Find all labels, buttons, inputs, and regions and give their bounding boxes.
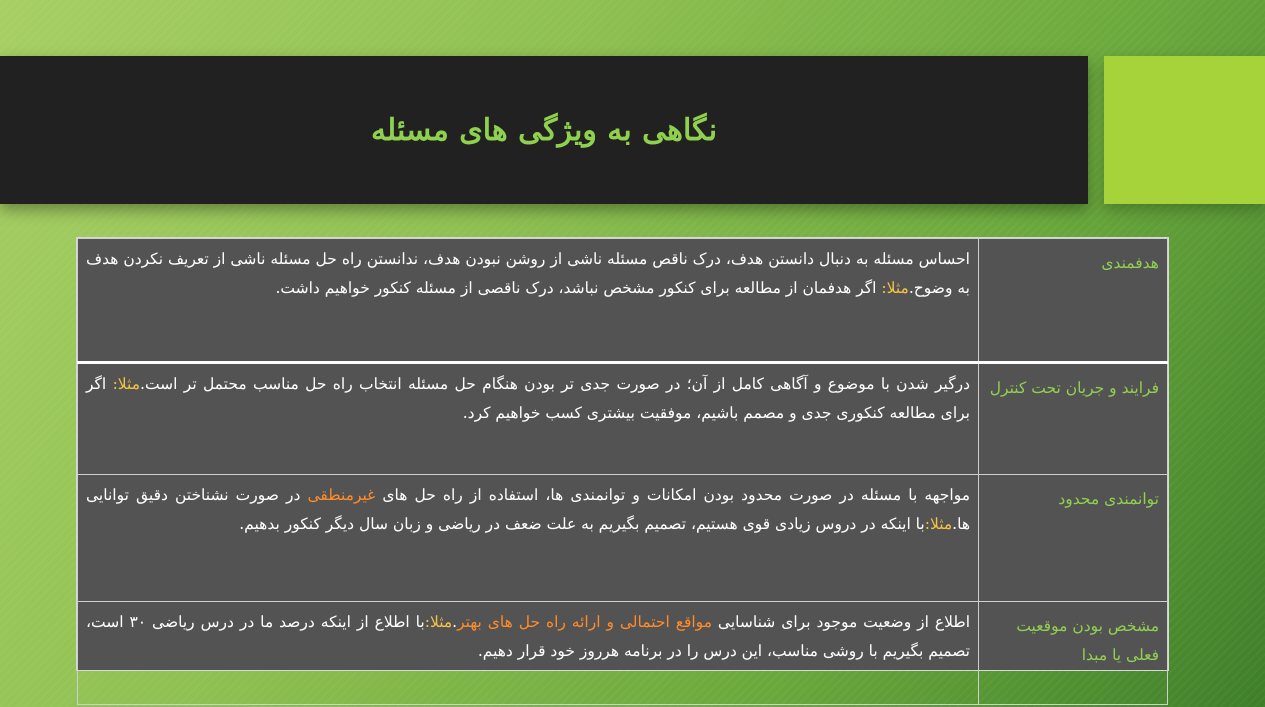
accent-square (1104, 56, 1265, 204)
features-table (76, 237, 1169, 671)
description-text-cont: در صورت نشناختن دقیق توانایی ها. (86, 486, 970, 533)
row-label-process: فرایند و جریان تحت کنترل (979, 363, 1168, 475)
example-text: با اطلاع از اینکه درصد ما در درس ریاضی ۳۰ است، تصمیم بگیریم با روشی مناسب، این درس را در برنامه هرروز خود قرار دهیم. (86, 613, 970, 660)
row-description (78, 602, 979, 705)
highlight-text: غیرمنطقی (307, 486, 376, 504)
example-text: اگر هدفمان از مطالعه برای کنکور مشخص نباشد، درک ناقصی از مسئله کنکور خواهیم داشت. (275, 279, 882, 297)
example-label: مثلا: (924, 515, 953, 533)
description-text: اطلاع از وضعیت موجود برای شناسایی (712, 613, 971, 631)
features-grid (77, 238, 1168, 705)
description-text: احساس مسئله به دنبال دانستن هدف، درک ناقص مسئله ناشی از روشن نبودن هدف، ندانستن راه حل مسئله ناشی از تعریف نکردن هدف به وضوح. (86, 250, 970, 297)
row-label-current-position: مشخص بودن موقعیت فعلی یا مبدا (979, 602, 1168, 705)
table-row (78, 363, 1168, 475)
example-label: مثلا: (424, 613, 453, 631)
description-text-cont: . (452, 613, 458, 631)
table-row (78, 239, 1168, 363)
table-row (78, 602, 1168, 705)
description-text: مواجهه با مسئله در صورت محدود بودن امکانات و توانمندی ها، استفاده از راه حل های (375, 486, 971, 504)
example-text: با اینکه در دروس زیادی قوی هستیم، تصمیم بگیریم به علت ضعف در ریاضی و زبان سال دیگر کنکور بدهیم. (239, 515, 925, 533)
row-description (78, 239, 979, 363)
slide-title: نگاهی به ویژگی های مسئله (370, 112, 718, 148)
highlight-text: مواقع احتمالی و ارائه راه حل های بهتر (457, 613, 712, 631)
title-bar (0, 56, 1088, 204)
example-label: مثلا: (112, 375, 141, 393)
description-text: درگیر شدن با موضوع و آگاهی کامل از آن؛ در صورت جدی تر بودن هنگام حل مسئله انتخاب راه حل مناسب محتمل تر است. (140, 375, 970, 393)
table-row (78, 475, 1168, 602)
row-label-limited-ability: توانمندی محدود (979, 475, 1168, 602)
row-description (78, 475, 979, 602)
row-label-goal: هدفمندی (979, 239, 1168, 363)
row-description (78, 363, 979, 475)
example-label: مثلا: (881, 279, 909, 297)
example-text: اگر برای مطالعه کنکوری جدی و مصمم باشیم، موفقیت بیشتری کسب خواهیم کرد. (86, 375, 970, 422)
